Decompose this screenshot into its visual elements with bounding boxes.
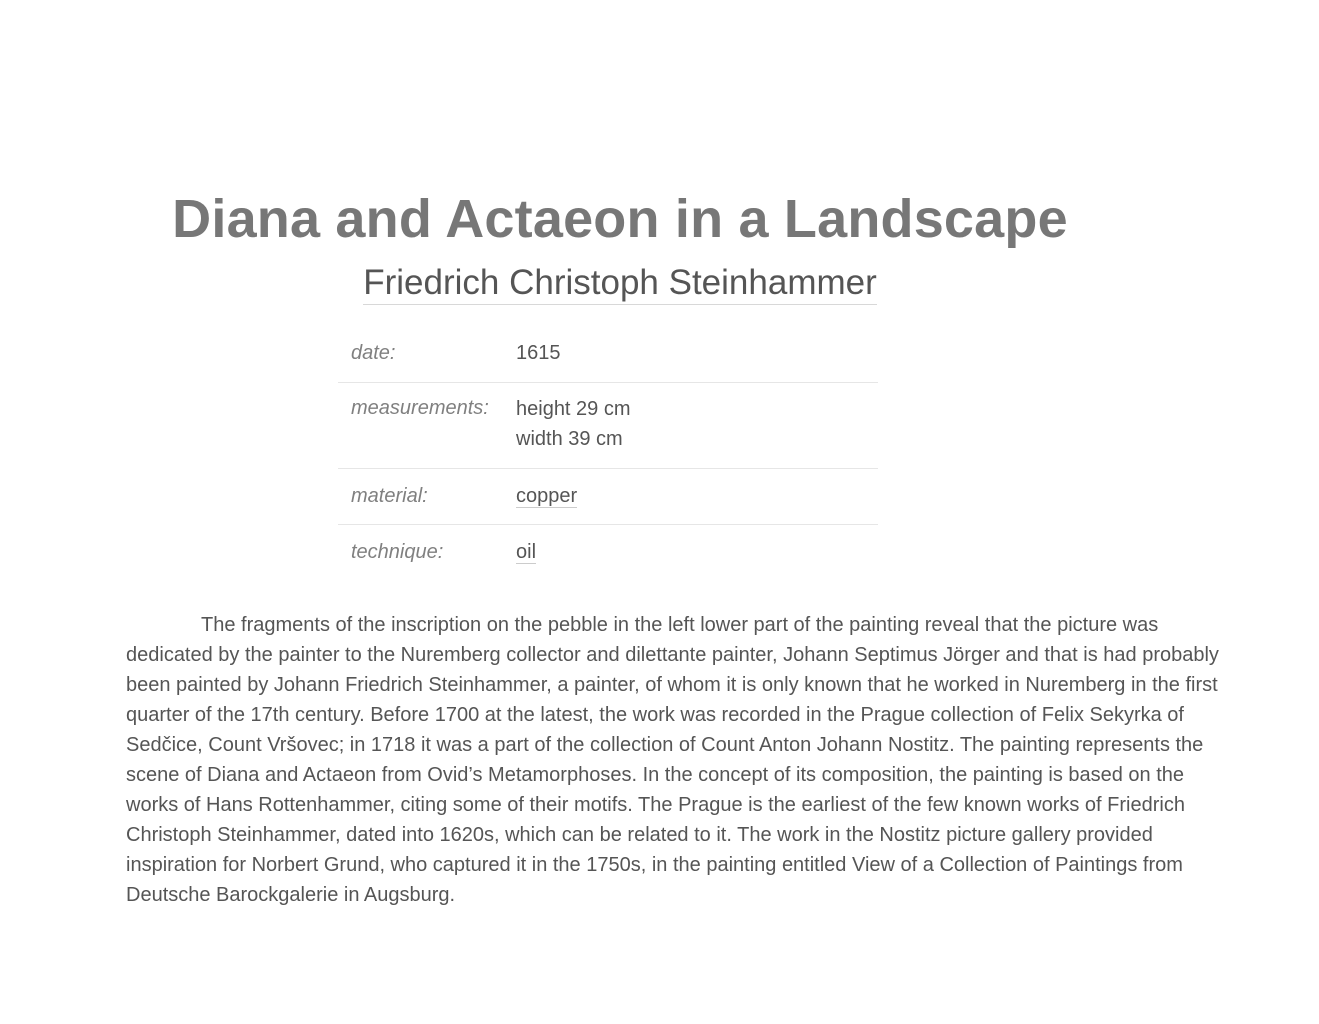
technique-row xyxy=(338,525,878,580)
material-label: material: xyxy=(351,485,428,507)
measurements-label: measurements: xyxy=(351,397,489,419)
technique-link[interactable]: oil xyxy=(516,541,537,563)
artist-container xyxy=(0,262,1240,305)
technique-value xyxy=(516,525,878,580)
measurements-row xyxy=(338,383,878,469)
material-value xyxy=(516,469,878,524)
date-value: 1615 xyxy=(516,342,561,364)
artist-link[interactable]: Friedrich Christoph Steinhammer xyxy=(363,262,877,305)
artwork-description: The fragments of the inscription on the pebble in the left lower part of the painting reveal that the picture was dedicated by the painter to the Nuremberg collector and dilettante painter, Johann Septimus Jörger and that is had probably been painted by Johann Friedrich Steinhammer, a painter, of whom it is only known that he worked in Nuremberg in the first quarter of the 17th century. Before 1700 at the latest, the work was recorded in the Prague collection of Felix Sekyrka of Sedčice, Count Vršovec; in 1718 it was a part of the collection of Count Anton Johann Nostitz. The painting represents the scene of Diana and Actaeon from Ovid’s Metamorphoses. In the concept of its composition, the painting is based on the works of Hans Rottenhammer, citing some of their motifs. The Prague is the earliest of the few known works of Friedrich Christoph Steinhammer, dated into 1620s, which can be related to it. The work in the Nostitz picture gallery provided inspiration for Norbert Grund, who captured it in the 1750s, in the painting entitled View of a Collection of Paintings from Deutsche Barockgalerie in Augsburg. xyxy=(126,614,1219,906)
date-row xyxy=(338,328,878,383)
material-row xyxy=(338,469,878,525)
date-label: date: xyxy=(351,342,396,364)
width-value: width 39 cm xyxy=(516,428,623,450)
artwork-title: Diana and Actaeon in a Landscape xyxy=(172,189,1068,249)
technique-label: technique: xyxy=(351,541,444,563)
artwork-details-table xyxy=(338,328,878,580)
height-value: height 29 cm xyxy=(516,398,631,420)
material-link[interactable]: copper xyxy=(516,485,578,507)
measurements-value xyxy=(516,383,878,468)
